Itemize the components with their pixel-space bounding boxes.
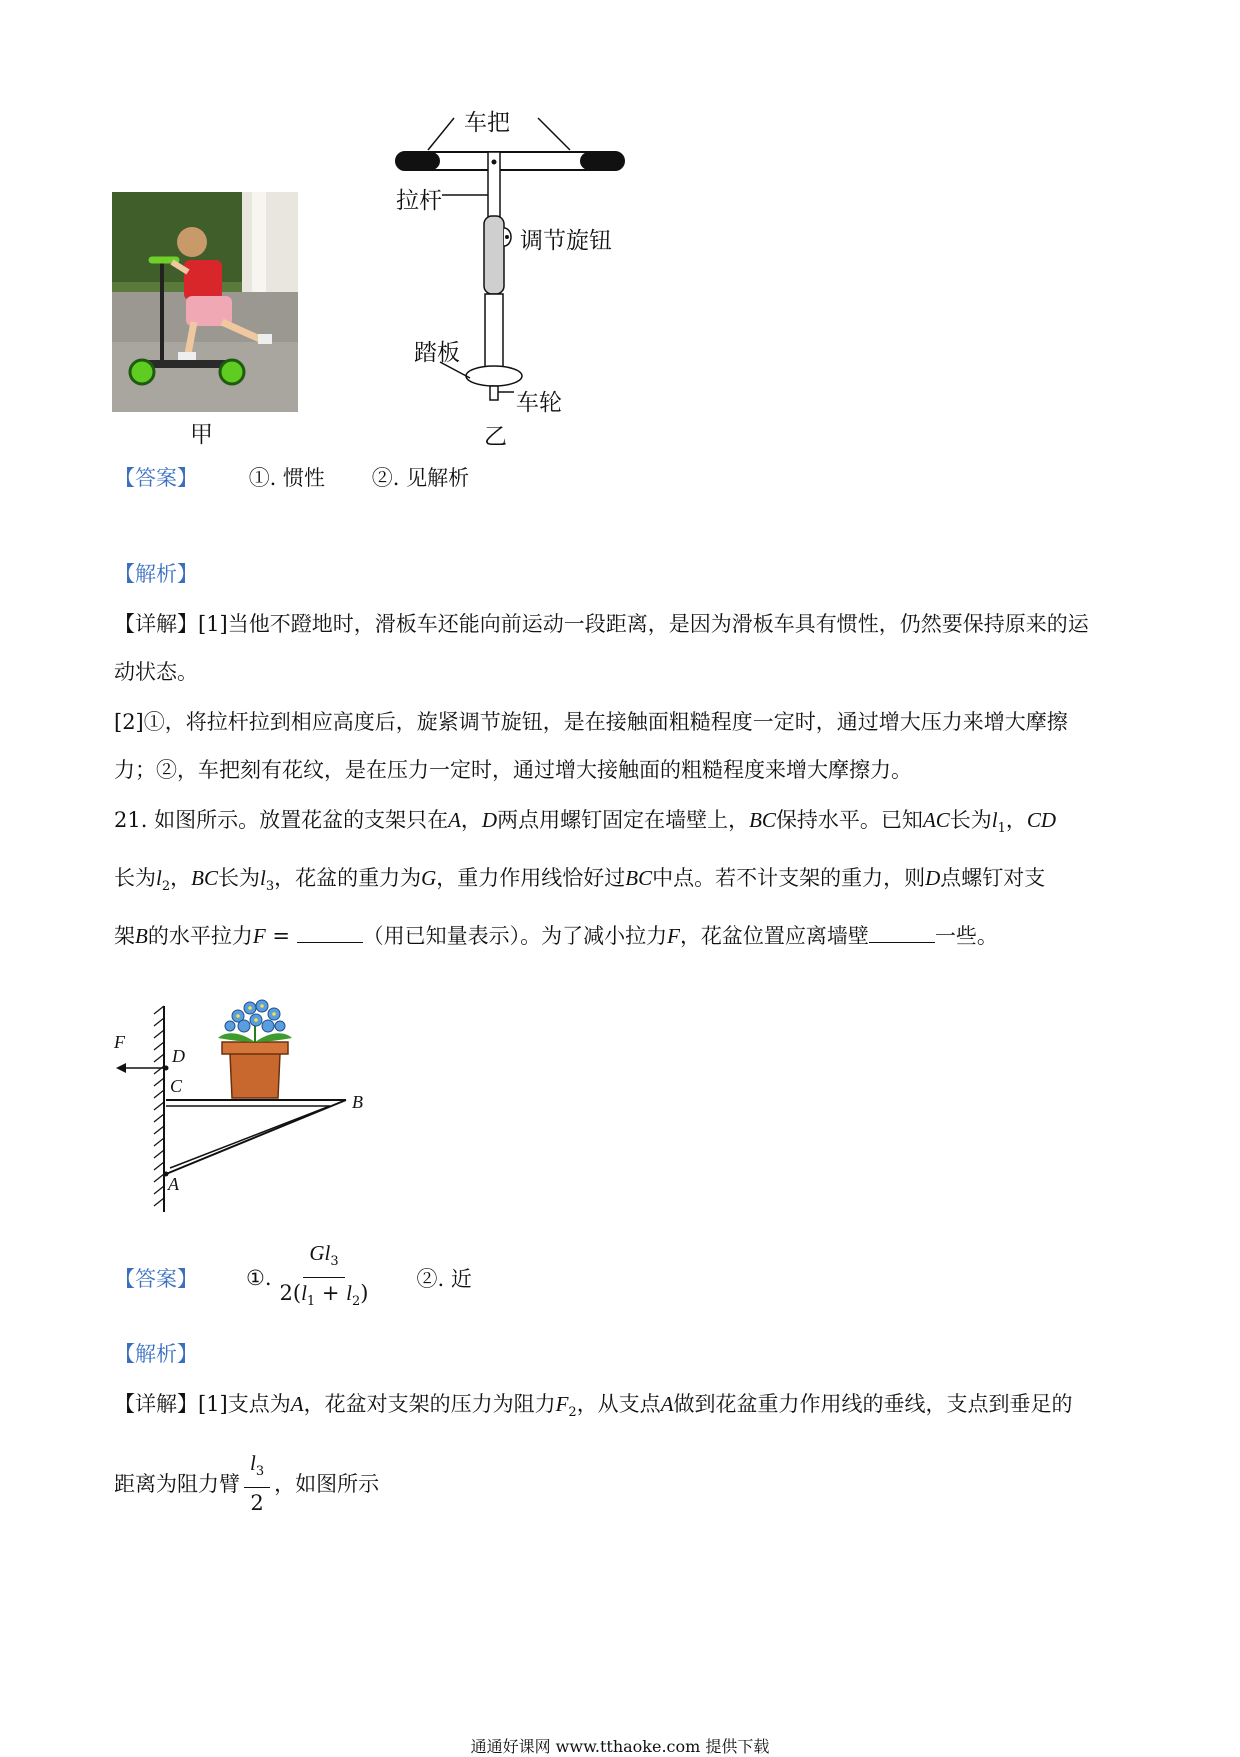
segment-bc: BC [625, 866, 653, 890]
analysis-1-p1b: 动状态。 [114, 660, 198, 684]
a2-text: ，从支点 [576, 1392, 661, 1416]
analysis-2-p1 [114, 1380, 1124, 1437]
segment-bc: BC [749, 808, 776, 832]
equals: = [265, 924, 297, 948]
q21-text: 点螺钉对支 [940, 866, 1046, 890]
a2-text: ，花盆对支架的压力为阻力 [303, 1392, 556, 1416]
q21-comma: ， [460, 808, 482, 832]
label-pull-rod: 拉杆 [396, 188, 442, 214]
sub-3: 3 [255, 1464, 265, 1480]
var-f: F [252, 924, 266, 948]
plus: + [315, 1281, 347, 1306]
q21-text: 长为 [217, 866, 260, 890]
shelf-diagram [110, 990, 380, 1220]
frac-num: Gl [309, 1241, 331, 1265]
question-21-line-1 [114, 796, 1124, 853]
a2-text: 距离为阻力臂 [114, 1472, 240, 1497]
detail-tag: 【详解】 [114, 612, 198, 636]
point-b: B [135, 924, 148, 948]
sub-2: 2 [352, 1294, 361, 1310]
var-l3: l [259, 866, 266, 890]
label-knob: 调节旋钮 [520, 228, 612, 254]
q21-text: 长为 [949, 808, 992, 832]
label-handlebar: 车把 [464, 110, 510, 136]
photo-caption: 甲 [190, 422, 213, 448]
analysis-1-text-1: [1]当他不蹬地时，滑板车还能向前运动一段距离，是因为滑板车具有惯性，仍然要保持原来的运 [198, 612, 1089, 636]
q21-text: 保持水平。已知 [775, 808, 923, 832]
fig2-label-a: A [168, 1174, 179, 1194]
point-d: D [481, 808, 498, 832]
var-l2: l [156, 866, 162, 890]
var-l3: l [250, 1451, 256, 1475]
q21-text: 两点用螺钉固定在墙壁上， [497, 808, 750, 832]
q21-text: 的水平拉力 [147, 924, 253, 948]
a2-text: [1]支点为 [198, 1392, 291, 1416]
q21-text: 一些。 [934, 924, 998, 948]
diagram-caption: 乙 [484, 424, 507, 450]
analysis-1-p2: [2]①，将拉杆拉到相应高度后，旋紧调节旋钮，是在接触面粗糙程度一定时，通过增大压力来增大摩擦 [114, 710, 1068, 734]
question-21-line-3 [114, 912, 1124, 960]
q21-text: （用已知量表示）。为了减小拉力 [362, 924, 668, 948]
fig2-label-c: C [170, 1076, 183, 1096]
question-number: 21. [114, 808, 148, 832]
q21-text: ，重力作用线恰好过 [436, 866, 626, 890]
answer-1-item-2: ②. 见解析 [371, 466, 470, 490]
var-g: G [421, 866, 437, 890]
analysis-1-p1 [114, 600, 1124, 648]
q21-text: 架 [114, 924, 135, 948]
analysis-1-p2b: 力；②，车把刻有花纹，是在压力一定时，通过增大接触面的粗糙程度来增大摩擦力。 [114, 758, 912, 782]
sub-2: 2 [161, 879, 171, 895]
question-21-line-2 [114, 854, 1124, 911]
answer-2-item-1-prefix: ①. [246, 1265, 272, 1290]
sub-1: 1 [306, 1294, 316, 1310]
q21-comma: ， [1005, 808, 1027, 832]
var-f: F [667, 924, 680, 948]
answer-fraction [276, 1238, 373, 1317]
page-footer: 通通好课网 www.tthaoke.com 提供下载 [470, 1737, 770, 1756]
q21-comma: ， [170, 866, 192, 890]
var-l1: l [301, 1281, 307, 1306]
label-wheel: 车轮 [516, 390, 562, 416]
answer-tag: 【答案】 [114, 466, 198, 490]
frac-den-pre: 2( [279, 1281, 302, 1306]
a2-text: 做到花盆重力作用线的垂线，支点到垂足的 [673, 1392, 1073, 1416]
fig2-label-d: D [172, 1046, 185, 1066]
answer-1 [114, 454, 1124, 502]
answer-tag: 【答案】 [114, 1266, 198, 1291]
var-f: F [555, 1392, 569, 1416]
analysis-2-p2 [114, 1448, 379, 1518]
detail-tag: 【详解】 [114, 1392, 198, 1416]
answer-blank-1[interactable] [297, 920, 363, 943]
answer-2 [114, 1238, 472, 1317]
q21-text: 如图所示。放置花盆的支架只在 [154, 808, 449, 832]
analysis-tag: 【解析】 [114, 1342, 198, 1366]
answer-2-item-2: ②. 近 [416, 1266, 472, 1291]
lever-arm-fraction [244, 1448, 270, 1518]
point-a: A [660, 1392, 674, 1416]
var-l2: l [346, 1281, 352, 1306]
point-a: A [448, 808, 461, 832]
sub-3: 3 [330, 1254, 339, 1270]
scooter-diagram [390, 100, 630, 420]
label-pedal: 踏板 [414, 340, 460, 366]
q21-text: 长为 [114, 866, 156, 890]
scooter-photo [112, 192, 298, 412]
fig2-label-b: B [352, 1092, 363, 1112]
analysis-tag: 【解析】 [114, 562, 198, 586]
var-l1: l [991, 808, 998, 832]
q21-text: ，花盆位置应离墙壁 [679, 924, 869, 948]
sub-1: 1 [997, 821, 1006, 837]
segment-cd: CD [1026, 808, 1057, 832]
segment-bc: BC [191, 866, 218, 890]
q21-text: 中点。若不计支架的重力，则 [652, 866, 926, 890]
point-a: A [290, 1392, 304, 1416]
frac-den: 2 [250, 1491, 264, 1516]
a2-text: ，如图所示 [274, 1472, 380, 1497]
sub-3: 3 [265, 879, 275, 895]
segment-ac: AC [922, 808, 950, 832]
q21-text: ，花盆的重力为 [274, 866, 422, 890]
sub-2: 2 [568, 1405, 577, 1421]
answer-1-item-1: ①. 惯性 [248, 466, 326, 490]
fig2-label-f: F [114, 1032, 125, 1052]
frac-den-post: ) [360, 1281, 369, 1306]
point-d: D [925, 866, 941, 890]
answer-blank-2[interactable] [869, 920, 935, 943]
